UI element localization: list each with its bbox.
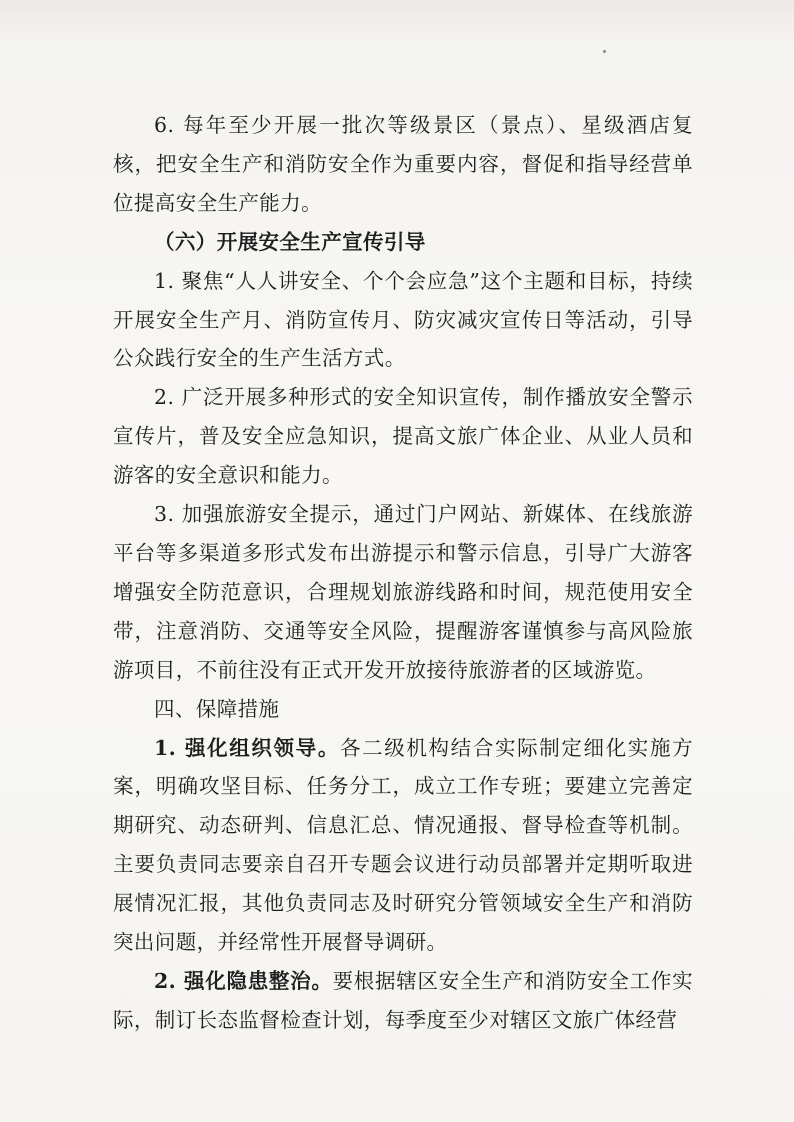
paragraph-publicity-3: 3. 加强旅游安全提示，通过门户网站、新媒体、在线旅游平台等多渠道多形式发布出游提示和警示信息，引导广大游客增强安全防范意识，合理规划旅游线路和时间，规范使用安全带，注意消防、交通等安全风险，提醒游客谨慎参与高风险旅游项目，不前往没有正式开发开放接待旅游者的区域游览。	[113, 502, 693, 682]
paragraph-text: 要根据辖区安全生产和消防安全工作实际，制订长态监督检查计划，每季度至少对辖区文旅广体经营	[113, 968, 693, 1032]
paragraph-text: 各二级机构结合实际制定细化实施方案，明确攻坚目标、任务分工，成立工作专班；要建立完善定期研究、动态研判、信息汇总、情况通报、督导检查等机制。主要负责同志要亲自召开专题会议进行动员部署并定期听取进展情况汇报，其他负责同志及时研究分管领域安全生产和消防突出问题，并经常性开展督导调研。	[113, 735, 693, 955]
document-body	[113, 106, 693, 1040]
paragraph-6-review: 6. 每年至少开展一批次等级景区（景点）、星级酒店复核，把安全生产和消防安全作为重要内容，督促和指导经营单位提高安全生产能力。	[113, 113, 693, 215]
paragraph-lead: 2. 强化隐患整治。	[154, 968, 333, 993]
paragraph-publicity-2: 2. 广泛开展多种形式的安全知识宣传，制作播放安全警示宣传片，普及安全应急知识，提高文旅广体企业、从业人员和游客的安全意识和能力。	[113, 385, 693, 488]
paragraph-safeguard-1	[113, 729, 693, 962]
paragraph-publicity-1: 1. 聚焦“人人讲安全、个个会应急”这个主题和目标，持续开展安全生产月、消防宣传月、防灾减灾宣传日等活动，引导公众践行安全的生产生活方式。	[113, 268, 693, 371]
scan-speck	[603, 50, 606, 53]
paragraph-safeguard-2	[113, 962, 693, 1040]
paragraph-lead: 1. 强化组织领导。	[154, 735, 340, 760]
section-heading-publicity: （六）开展安全生产宣传引导	[154, 229, 426, 254]
section-heading-safeguards: 四、保障措施	[154, 696, 280, 721]
